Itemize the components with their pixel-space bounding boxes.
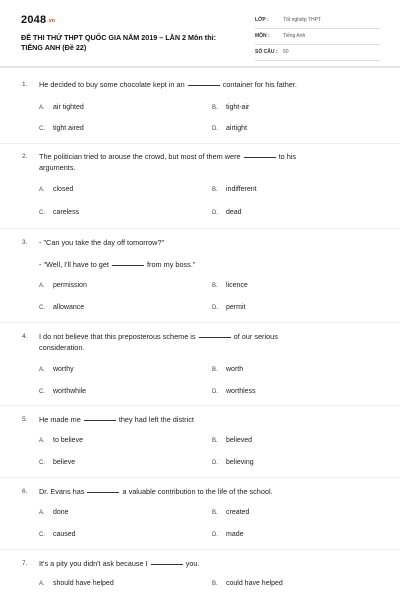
question-number: 5.	[22, 416, 28, 423]
question-text: The politician tried to arouse the crowd, but most of them were to his arguments.	[39, 152, 297, 172]
exam-title-line-1: ĐỀ THI THỬ THPT QUỐC GIA NĂM 2019 – LẦN 2 Môn thi:	[21, 33, 216, 42]
option-a[interactable]: A. worthy	[39, 366, 74, 373]
question-separator	[0, 477, 400, 478]
option-c[interactable]: C. believe	[39, 459, 76, 466]
question-number: 1.	[22, 81, 28, 88]
meta-count-value: 50	[283, 49, 289, 55]
option-a[interactable]: A. should have helped	[39, 580, 114, 587]
question-line: - "Can you take the day off tomorrow?"	[39, 238, 165, 247]
option-b[interactable]: B. could have helped	[212, 580, 283, 587]
meta-subject-value: Tiếng Anh	[283, 33, 306, 39]
option-c[interactable]: C. worthwhile	[39, 388, 87, 395]
option-a[interactable]: A. air tighted	[39, 104, 84, 111]
option-d[interactable]: D. permit	[212, 304, 246, 311]
answer-blank	[84, 419, 116, 421]
meta-class-row	[255, 14, 380, 29]
option-c[interactable]: C. allowance	[39, 304, 85, 311]
question-number: 6.	[22, 488, 28, 495]
option-c[interactable]: C. caused	[39, 531, 76, 538]
answer-blank	[199, 336, 231, 338]
meta-subject-row	[255, 30, 380, 45]
option-b[interactable]: B. tight-air	[212, 104, 250, 111]
question-separator	[0, 322, 400, 323]
exam-title-line-2: TIẾNG ANH (Đề 22)	[21, 43, 87, 52]
question-separator	[0, 143, 400, 144]
option-c[interactable]: C. tight aired	[39, 125, 84, 132]
meta-count-row	[255, 46, 380, 61]
question-text: Dr. Evans has a valuable contribution to the life of the school.	[39, 487, 273, 496]
option-b[interactable]: B. created	[212, 509, 250, 516]
question-text: He decided to buy some chocolate kept in an container for his father.	[39, 80, 297, 89]
question-text: It's a pity you didn't ask because I you.	[39, 559, 200, 568]
option-b[interactable]: B. licence	[212, 282, 248, 289]
option-d[interactable]: D. believing	[212, 459, 254, 466]
exam-title	[21, 33, 251, 53]
meta-class-value: Tốt nghiệp THPT	[283, 17, 321, 23]
answer-blank	[188, 84, 220, 86]
meta-count-key: SỐ CÂU :	[255, 49, 278, 55]
option-a[interactable]: A. permission	[39, 282, 87, 289]
question-separator	[0, 405, 400, 406]
option-c[interactable]: C. careless	[39, 209, 80, 216]
question-text: I do not believe that this preposterous scheme is of our serious consideration.	[39, 332, 278, 352]
question-number: 7.	[22, 560, 28, 567]
answer-blank	[151, 563, 183, 565]
question-text: He made me they had left the district	[39, 415, 194, 424]
option-d[interactable]: D. dead	[212, 209, 242, 216]
option-a[interactable]: A. closed	[39, 186, 74, 193]
question-number: 2.	[22, 153, 28, 160]
site-logo[interactable]: $2048^{.vn}$	[21, 14, 56, 26]
answer-blank	[244, 156, 276, 158]
option-b[interactable]: B. worth	[212, 366, 244, 373]
answer-blank	[112, 264, 144, 266]
header-divider	[0, 66, 400, 68]
question-separator	[0, 228, 400, 229]
question-number: 4.	[22, 333, 28, 340]
meta-class-key: LỚP :	[255, 17, 269, 23]
meta-subject-key: MÔN :	[255, 33, 270, 39]
option-a[interactable]: A. to believe	[39, 437, 83, 444]
exam-meta	[255, 14, 380, 62]
option-b[interactable]: B. believed	[212, 437, 253, 444]
option-a[interactable]: A. done	[39, 509, 69, 516]
question-separator	[0, 549, 400, 550]
option-d[interactable]: D. airtight	[212, 125, 248, 132]
option-d[interactable]: D. worthless	[212, 388, 256, 395]
question-text: - "Well, I'll have to get from my boss."	[39, 260, 196, 269]
answer-blank	[87, 491, 119, 493]
exam-header	[0, 0, 400, 66]
option-b[interactable]: B. indifferent	[212, 186, 257, 193]
option-d[interactable]: D. made	[212, 531, 244, 538]
question-number: 3.	[22, 239, 28, 246]
